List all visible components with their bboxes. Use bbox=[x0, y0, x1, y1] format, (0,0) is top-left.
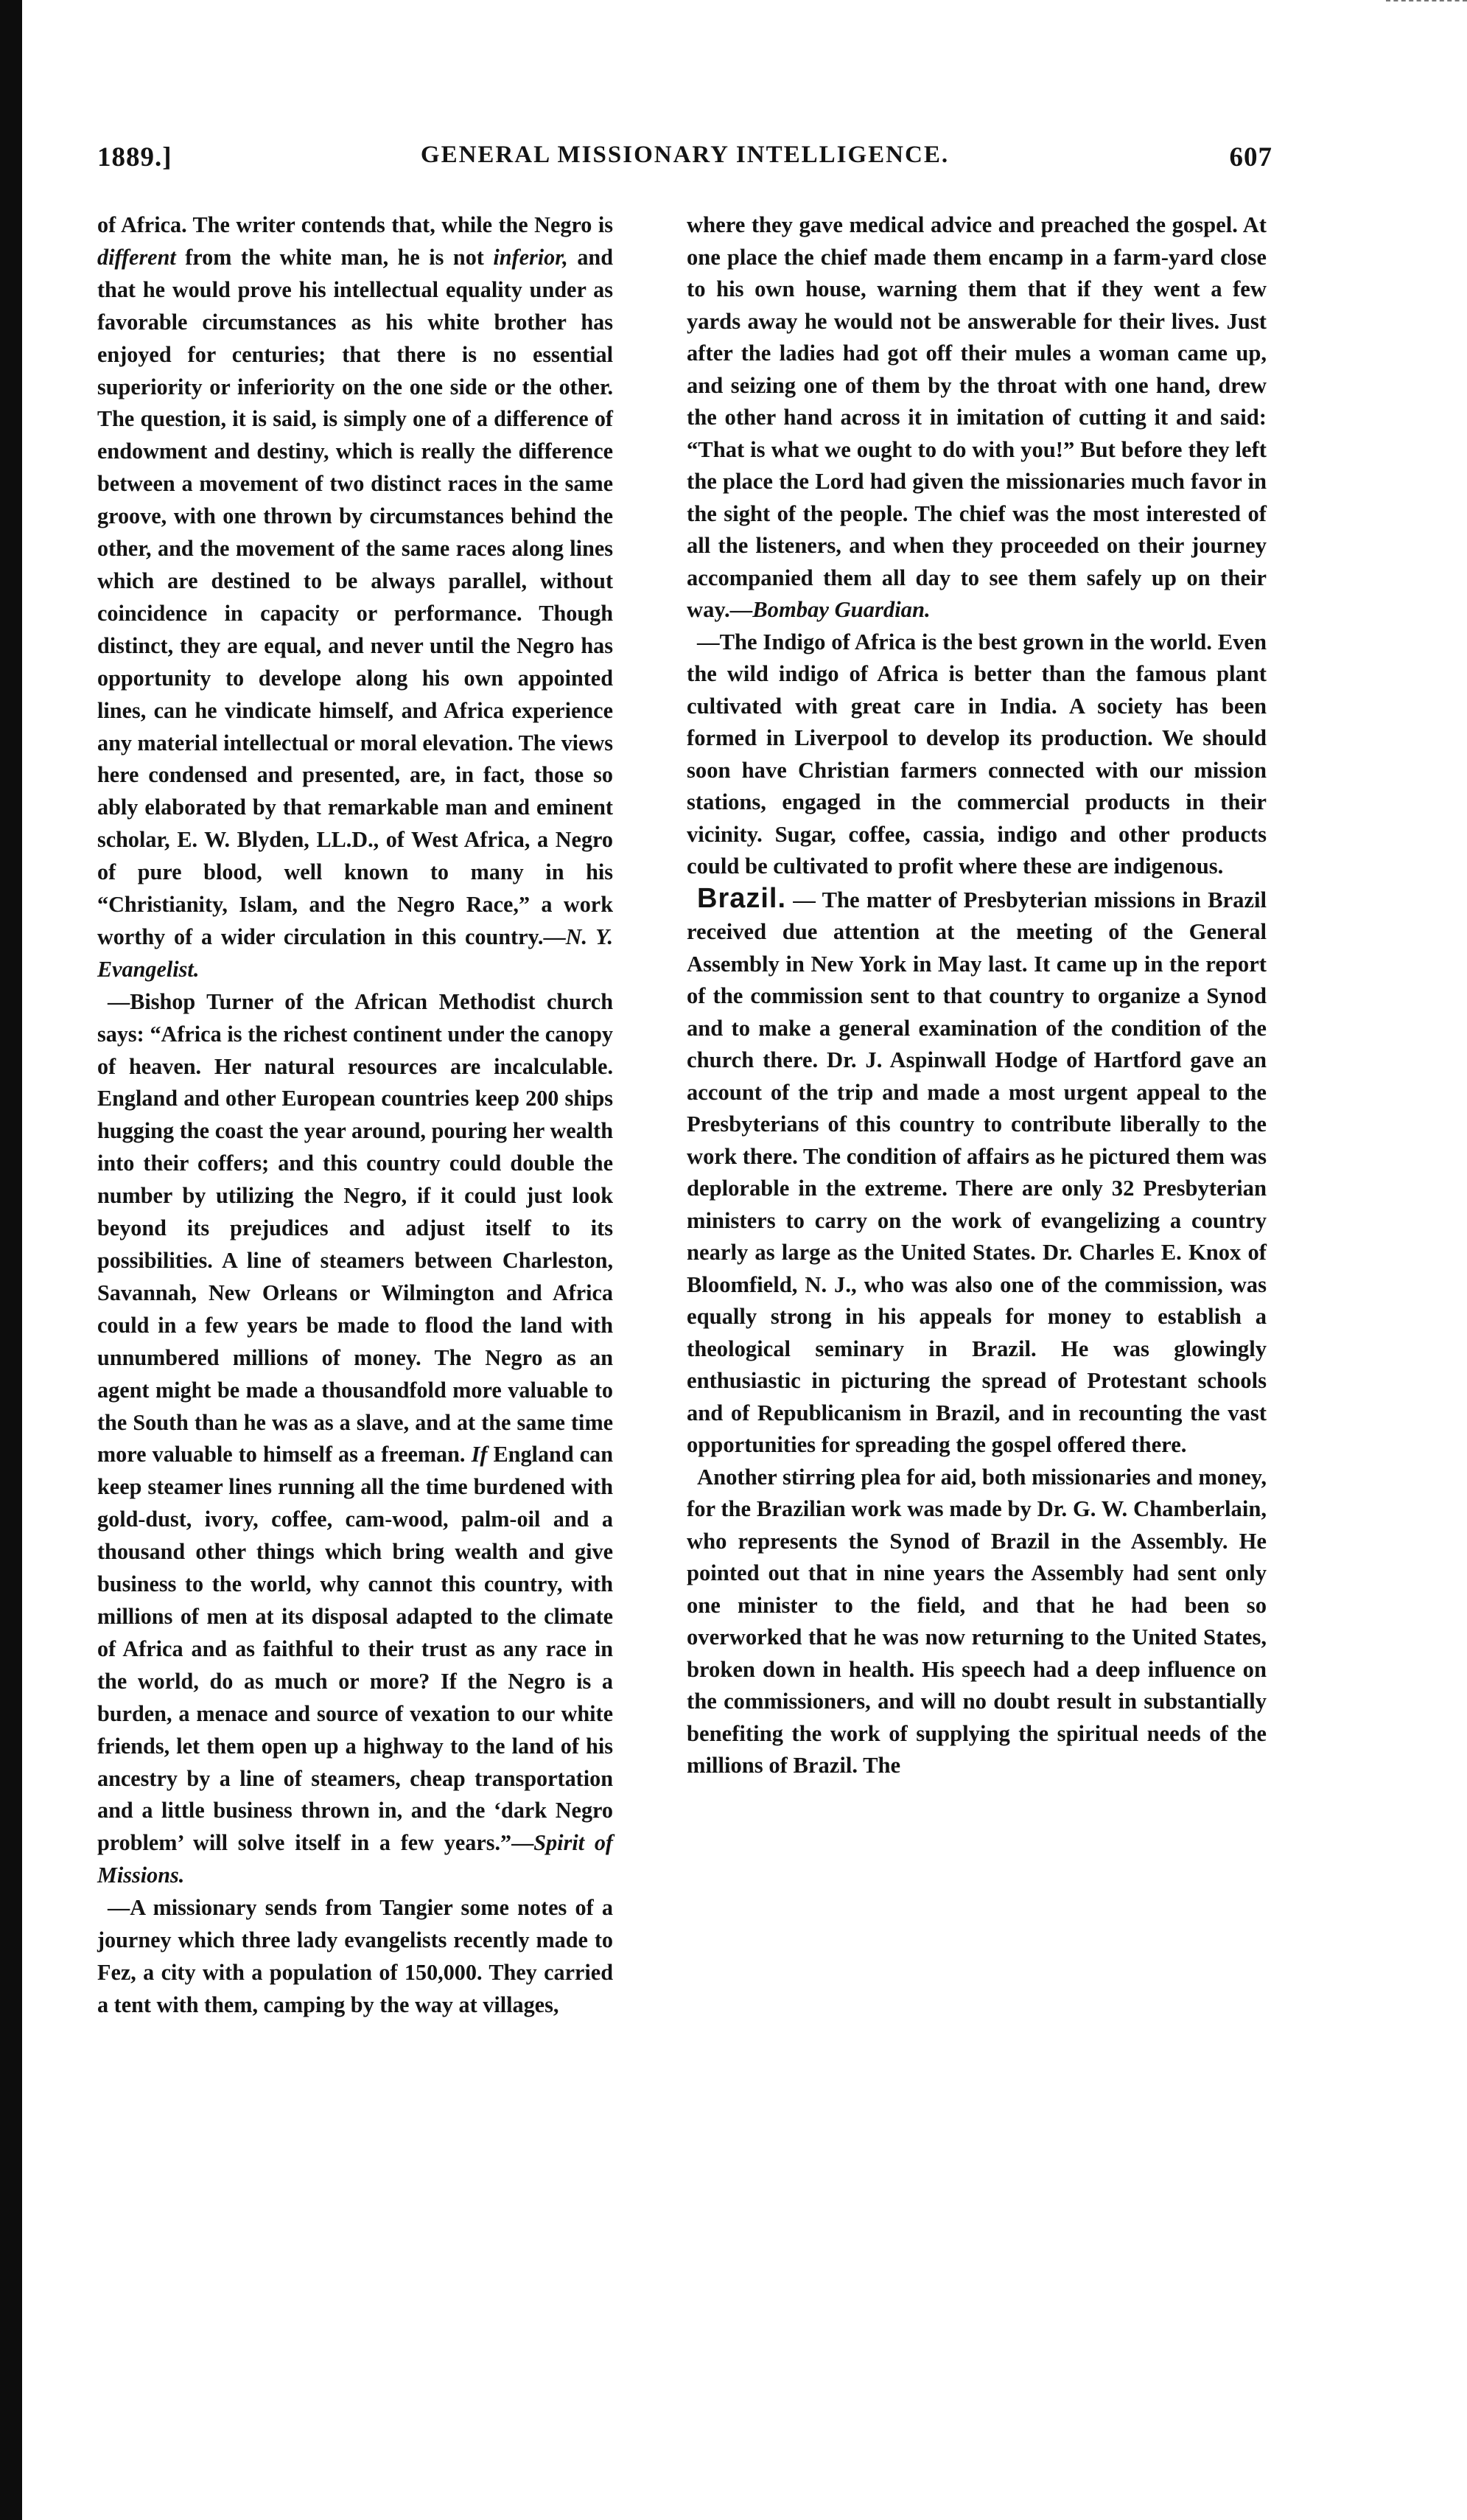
right-column bbox=[687, 209, 1267, 1782]
scan-binding-edge bbox=[0, 0, 22, 2520]
text-span: and that he would prove his intellectual equality under as favorable circumstances as his white brother has enjoyed for centuries; that there is no essential superiority or inferiority on the one side or the other. The question, it is said, is simply one of a difference of endowment and destiny, which is really the difference between a movement of two distinct races in the same groove, with one thrown by circumstances behind the other, and the movement of the same races along lines which are destined to be always parallel, without coincidence in capacity or performance. Though distinct, they are equal, and never until the Negro has opportunity to develope along his own appointed lines, can he vindicate himself, and Africa experience any material intellectual or moral elevation. The views here condensed and presented, are, in fact, those so ably elaborated by that remarkable man and eminent scholar, E. W. Blyden, LL.D., of West Africa, a Negro of pure blood, well known to many in his “Christianity, Islam, and the Negro Race,” a work worthy of a wider circulation in this country.— bbox=[97, 244, 613, 949]
header-title: GENERAL MISSIONARY INTELLIGENCE. bbox=[420, 142, 950, 168]
paragraph-brazil bbox=[687, 883, 1267, 1462]
source-citation: Bombay Guardian. bbox=[752, 597, 931, 622]
source-citation: N. Y. Evangelist. bbox=[97, 924, 613, 982]
paragraph-chamberlain-plea: Another stirring plea for aid, both missionaries and money, for the Brazilian work was made by Dr. G. W. Chamberlain, who represents the Synod of Brazil in the Assembly. He pointed out that in nine years the Assembly had sent only one minister to the field, and that he had been so overworked that he was now returning to the United States, broken down in health. His speech had a deep influence on the commissioners, and will no doubt result in substantially benefiting the work of supplying the spiritual needs of the millions of Brazil. The bbox=[687, 1464, 1267, 1778]
text-span: England can keep steamer lines running all the time burdened with gold-dust, ivory, coffee, cam-wood, palm-oil and a thousand other things which bring wealth and give business to the world, why cannot this country, with millions of men at its disposal adapted to the climate of Africa and as faithful to their trust as any race in the world, do as much or more? If the Negro is a burden, a menace and source of vexation to our white friends, let them open up a highway to the land of his ancestry by a line of steamers, cheap transportation and a little business thrown in, and the ‘dark Negro problem’ will solve itself in a few years.”— bbox=[97, 1442, 614, 1856]
header-year: 1889.] bbox=[97, 142, 172, 172]
paragraph-indigo: —The Indigo of Africa is the best grown in the world. Even the wild indigo of Africa is better than the famous plant cultivated with great care in India. A society has been formed in Liverpool to develop its production. We should soon have Christian farmers connected with our mission stations, engaged in the commercial products in their vicinity. Sugar, coffee, cassia, indigo and other products could be cultivated to profit where these are indigenous. bbox=[687, 629, 1267, 879]
scan-corner-mark bbox=[1386, 0, 1467, 9]
paragraph-bishop-turner bbox=[97, 986, 613, 1892]
running-header bbox=[97, 142, 1272, 186]
text-span: where they gave medical advice and preached the gospel. At one place the chief made them encamp in a farm-yard close to his own house, warning them that if they went a few yards away he would not be answerable for their lives. Just after the ladies had got off their mules a woman came up, and seizing one of them by the throat with one hand, drew the other hand across it in imitation of cutting it and said: “That is what we ought to do with you!” But before they left the place the Lord had given the missionaries much favor in the sight of the people. The chief was the most interested of all the listeners, and when they proceeded on their journey accompanied them all day to see them safely up on their way.— bbox=[687, 212, 1267, 622]
paragraph-tangier-missionary: —A missionary sends from Tangier some notes of a journey which three lady evangelists recently made to Fez, a city with a population of 150,000. They carried a tent with them, camping by the way at villages, bbox=[97, 1895, 613, 2017]
text-span: —Bishop Turner of the African Methodist church says: “Africa is the richest continent under the canopy of heaven. Her natural resources are incalculable. England and other European countries keep 200 ships hugging the coast the year around, pouring her wealth into their coffers; and this country could double the number by utilizing the Negro, if it could just look beyond its prejudices and adjust itself to its possibilities. A line of steamers between Charleston, Savannah, New Orleans or Wilmington and Africa could in a few years be made to flood the land with unnumbered millions of money. The Negro as an agent might be made a thousandfold more valuable to the South than he was as a slave, and at the same time more valuable to himself as a freeman. bbox=[97, 988, 613, 1467]
paragraph-blyden-review bbox=[97, 209, 613, 986]
text-span: from the white man, he is not bbox=[175, 244, 494, 270]
left-column bbox=[97, 209, 613, 2022]
source-citation: Spirit of Missions. bbox=[97, 1830, 613, 1888]
text-span: of Africa. The writer contends that, while the Negro is bbox=[97, 212, 613, 237]
text-span: — The matter of Presbyterian missions in Brazil received due attention at the meeting of the General Assembly in New York in May last. It came up in the report of the commission sent to that country to organize a Synod and to make a general examination of the condition of the church there. Dr. J. Aspinwall Hodge of Hartford gave an account of the trip and made a most urgent appeal to the Presbyterians of this country to contribute liberally to the work there. The condition of affairs as he pictured them was deplorable in the extreme. There are only 32 Presbyterian ministers to carry on the work of evangelizing a country nearly as large as the United States. Dr. Charles E. Knox of Bloomfield, N. J., who was also one of the commission, was equally strong in his appeals for money to establish a theological seminary in Brazil. He was glowingly enthusiastic in picturing the spread of Protestant schools and of Republicanism in Brazil, and in recounting the vast opportunities for spreading the gospel offered there. bbox=[687, 887, 1267, 1457]
header-page-number: 607 bbox=[1229, 142, 1272, 172]
emphasis-inferior: inferior, bbox=[493, 244, 568, 270]
emphasis-different: different bbox=[97, 244, 176, 270]
emphasis-if: If bbox=[471, 1442, 488, 1467]
paragraph-fez-journey bbox=[687, 209, 1267, 626]
section-heading-brazil: Brazil. bbox=[697, 882, 787, 914]
